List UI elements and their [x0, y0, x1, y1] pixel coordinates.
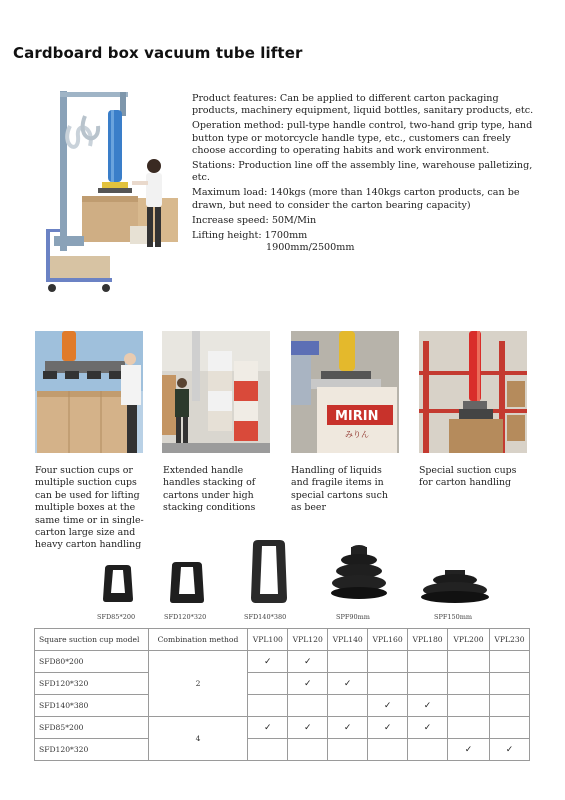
table-cell-check: ✓ [248, 651, 288, 673]
cup-label-sfd140: SFD140*380 [244, 613, 287, 621]
table-cell-check [448, 695, 490, 717]
mirin-sub-label: みりん [345, 430, 369, 439]
table-cell-combination: 2 [148, 651, 248, 717]
table-cell-check [408, 673, 448, 695]
table-cell-check [328, 695, 368, 717]
table-cell-check: ✓ [408, 695, 448, 717]
table-cell-model: SFD120*320 [35, 673, 149, 695]
table-cell-check [489, 673, 529, 695]
lifting-height-text [192, 230, 537, 254]
table-cell-check [248, 739, 288, 761]
table-header-vpl100: VPL100 [248, 629, 288, 651]
suction-cup-spf90-image [330, 543, 388, 605]
photo-extended-handle [162, 331, 270, 453]
table-header-vpl160: VPL160 [368, 629, 408, 651]
suction-cup-spec-table [34, 628, 530, 761]
table-cell-check [489, 717, 529, 739]
table-cell-check [248, 673, 288, 695]
suction-cup-sfd120-image [170, 560, 204, 608]
table-header-combination: Combination method [148, 629, 248, 651]
table-row [35, 695, 530, 717]
lifting-height-line-2: 1900mm/2500mm [266, 242, 355, 254]
table-cell-model: SFD80*200 [35, 651, 149, 673]
table-row [35, 673, 530, 695]
suction-cup-spf150-image [421, 568, 489, 608]
caption-liquid-cartons: Handling of liquids and fragile items in special cartons such as beer [291, 465, 388, 514]
table-cell-check [368, 651, 408, 673]
stations-text: Stations: Production line off the assembly line, warehouse palletizing, etc. [192, 160, 533, 184]
mirin-label: MIRIN [335, 409, 379, 424]
table-cell-check [408, 739, 448, 761]
table-cell-check: ✓ [288, 717, 328, 739]
suction-cup-sfd85-image [103, 563, 133, 607]
table-cell-check [368, 673, 408, 695]
table-cell-check [408, 651, 448, 673]
table-cell-combination: 4 [148, 717, 248, 761]
lifting-height-line-1: Lifting height: 1700mm [192, 230, 308, 242]
table-header-row [35, 629, 530, 651]
hero-lifter-photo [40, 86, 185, 301]
product-features [192, 93, 537, 254]
table-cell-check: ✓ [288, 651, 328, 673]
maximum-load-text: Maximum load: 140kgs (more than 140kgs carton products, can be drawn, but need to consider the carton bearing capacity) [192, 187, 520, 211]
suction-cup-sfd140-image [251, 538, 287, 608]
table-cell-check: ✓ [368, 717, 408, 739]
photo-liquid-cartons [291, 331, 399, 453]
table-cell-check: ✓ [368, 695, 408, 717]
table-cell-check: ✓ [408, 717, 448, 739]
cup-label-sfd120: SFD120*320 [164, 613, 207, 621]
page-title: Cardboard box vacuum tube lifter [13, 44, 303, 62]
table-cell-check [368, 739, 408, 761]
table-cell-check [288, 739, 328, 761]
table-cell-model: SFD85*200 [35, 717, 149, 739]
table-cell-check [448, 651, 490, 673]
table-header-vpl180: VPL180 [408, 629, 448, 651]
table-header-vpl120: VPL120 [288, 629, 328, 651]
table-cell-model: SFD140*380 [35, 695, 149, 717]
caption-special-suction-cups: Special suction cups for carton handling [419, 465, 517, 489]
table-cell-check [448, 673, 490, 695]
table-row [35, 739, 530, 761]
table-header-vpl230: VPL230 [489, 629, 529, 651]
photo-special-suction-cups [419, 331, 527, 453]
table-cell-check: ✓ [248, 717, 288, 739]
table-cell-check: ✓ [288, 673, 328, 695]
cup-label-spf150: SPF150mm [434, 613, 473, 621]
table-cell-check: ✓ [328, 673, 368, 695]
table-row [35, 717, 530, 739]
table-header-vpl140: VPL140 [328, 629, 368, 651]
increase-speed-text: Increase speed: 50M/Min [192, 214, 317, 226]
table-cell-model: SFD120*320 [35, 739, 149, 761]
table-cell-check: ✓ [489, 739, 529, 761]
table-cell-check [328, 651, 368, 673]
caption-four-suction-cups: Four suction cups or multiple suction cups can be used for lifting multiple boxes at the same time or in single-carton large size and heavy carton handling [35, 465, 144, 551]
caption-extended-handle: Extended handle handles stacking of cartons under high stacking conditions [163, 465, 256, 514]
table-cell-check [448, 717, 490, 739]
table-cell-check [328, 739, 368, 761]
table-row [35, 651, 530, 673]
product-features-text: Product features: Can be applied to different carton packaging products, machinery equipment, liquid bottles, sanitary products, etc. [192, 93, 534, 117]
operation-method-text: Operation method: pull-type handle control, two-hand grip type, hand button type or motorcycle handle type, etc., customers can freely choose according to operating habits and work environment. [192, 120, 533, 156]
photo-four-suction-cups [35, 331, 143, 453]
cup-label-sfd85: SFD85*200 [97, 613, 136, 621]
table-cell-check: ✓ [328, 717, 368, 739]
cup-label-spf90: SPF90mm [336, 613, 370, 621]
table-cell-check [288, 695, 328, 717]
table-header-model: Square suction cup model [35, 629, 149, 651]
table-header-vpl200: VPL200 [448, 629, 490, 651]
table-cell-check [489, 651, 529, 673]
table-cell-check [248, 695, 288, 717]
table-cell-check [489, 695, 529, 717]
table-cell-check: ✓ [448, 739, 490, 761]
